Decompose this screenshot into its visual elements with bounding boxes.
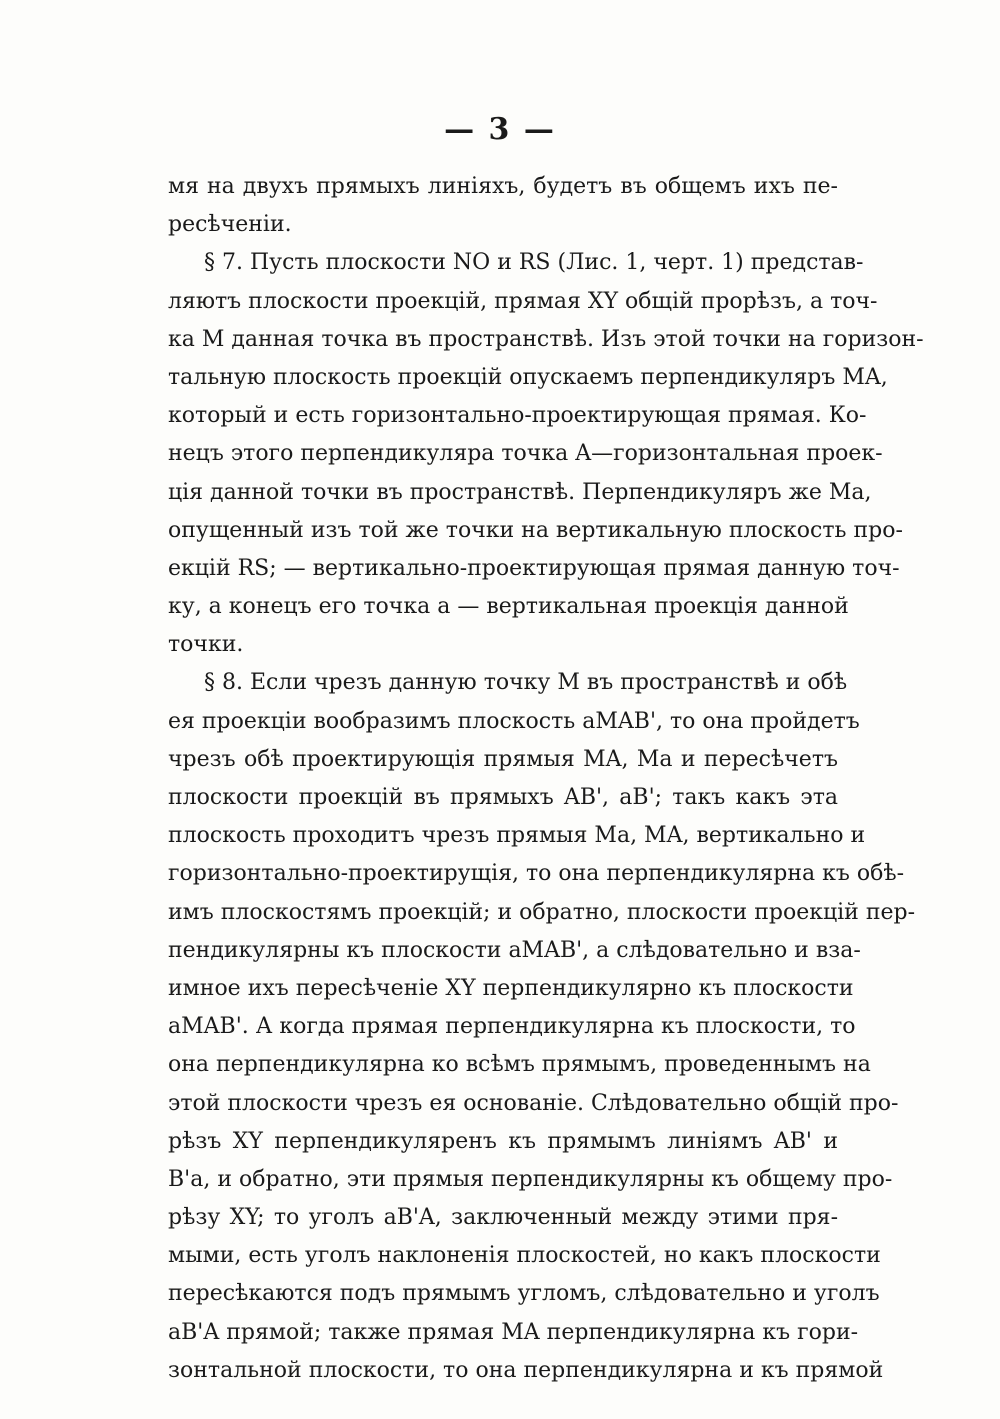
text-line: рѣзу XY; то уголъ aB'A, заключенный между этими пря- [168,1205,838,1231]
text-line: ея проекціи вообразимъ плоскость aMAB', то она пройдетъ [168,708,860,734]
text-line: имное ихъ пересѣченіе XY перпендикулярно къ плоскости [168,975,854,1001]
text-line: зонтальной плоскости, то она перпендикулярна и къ прямой [168,1357,884,1383]
page-number: — 3 — [444,112,556,147]
text-line: который и есть горизонтально-проектирующая прямая. Ко- [168,403,867,429]
text-line: имъ плоскостямъ проекцій; и обратно, плоскости проекцій пер- [168,899,916,925]
text-line: мыми, есть уголъ наклоненія плоскостей, но какъ плоскости [168,1243,881,1269]
text-line: aMAB'. А когда прямая перпендикулярна къ плоскости, то [168,1014,856,1040]
text-line: точки. [168,632,244,658]
page-body-text [168,168,924,1390]
text-line: пендикулярны къ плоскости aMAB', а слѣдовательно и вза- [168,937,861,963]
text-line: мя на двухъ прямыхъ линіяхъ, будетъ въ общемъ ихъ пе- [168,174,838,199]
text-line: aB'A прямой; также прямая MA перпендикулярна къ гори- [168,1319,859,1345]
text-line: ку, а конецъ его точка a — вертикальная проекція данной [168,594,849,620]
text-line: она перпендикулярна ко всѣмъ прямымъ, проведеннымъ на [168,1052,871,1078]
text-line: екцій RS; — вертикально-проектирующая прямая данную точ- [168,555,900,581]
text-line: плоскости проекцій въ прямыхъ AB', aB'; такъ какъ эта [168,785,838,810]
text-line: ка M данная точка въ пространствѣ. Изъ этой точки на горизон- [168,326,924,352]
text-line: плоскость проходитъ чрезъ прямыя Ma, MA, вертикально и [168,823,866,849]
text-line: опущенный изъ той же точки на вертикальную плоскость про- [168,517,903,543]
text-line: пересѣкаются подъ прямымъ угломъ, слѣдовательно и уголъ [168,1281,880,1307]
text-line: чрезъ обѣ проектирующія прямыя MA, Ma и пересѣчетъ [168,746,838,772]
text-line: § 7. Пусть плоскости NO и RS (Лис. 1, черт. 1) представ- [204,250,864,276]
text-line: тальную плоскость проекцій опускаемъ перпендикуляръ MA, [168,364,888,390]
text-line: горизонтально-проектирущія, то она перпендикулярна къ обѣ- [168,861,905,887]
text-line: ція данной точки въ пространствѣ. Перпендикуляръ же Ma, [168,479,872,505]
text-line: ляютъ плоскости проекцій, прямая XY общій прорѣзъ, а точ- [168,288,878,314]
text-line: рѣзъ XY перпендикуляренъ къ прямымъ линіямъ AB' и [168,1128,838,1154]
text-line: B'a, и обратно, эти прямыя перпендикулярны къ общему про- [168,1166,893,1192]
text-line: ресѣченіи. [168,212,292,238]
text-line: § 8. Если чрезъ данную точку M въ пространствѣ и обѣ [204,670,848,696]
text-line: этой плоскости чрезъ ея основаніе. Слѣдовательно общій про- [168,1090,899,1116]
text-line: нецъ этого перпендикуляра точка A—горизонтальная проек- [168,441,883,467]
